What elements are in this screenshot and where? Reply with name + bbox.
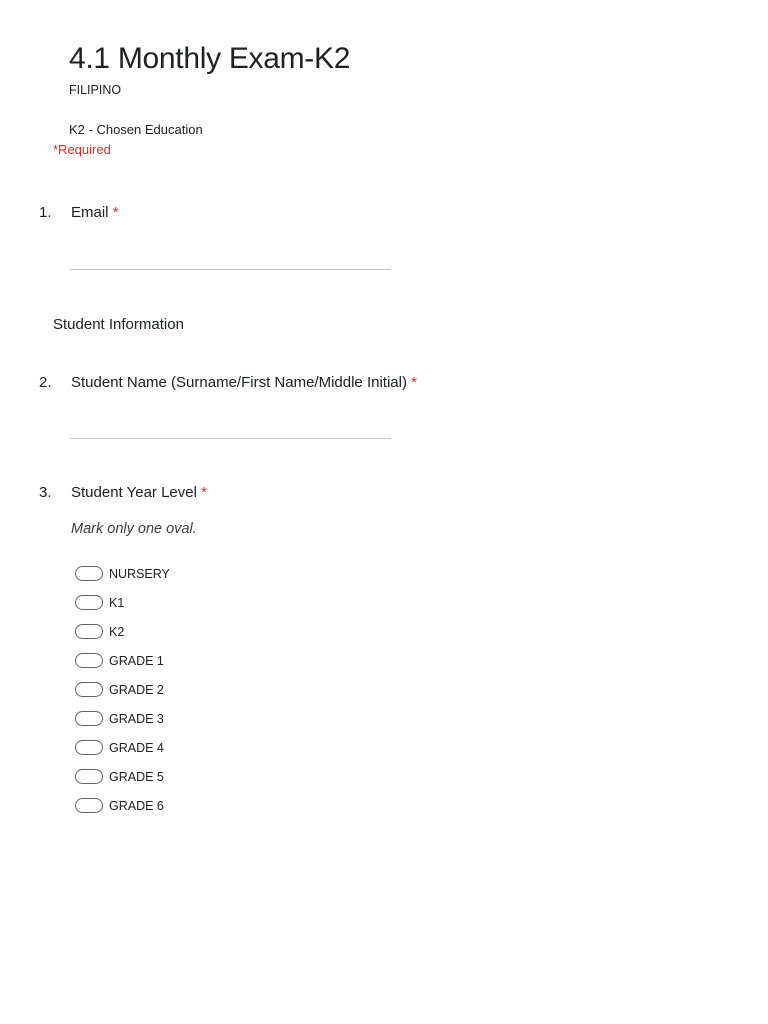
year-level-options xyxy=(75,559,170,820)
option-k1[interactable] xyxy=(75,588,170,617)
question-2-text: Student Name (Surname/First Name/Middle Initial) xyxy=(71,374,407,391)
option-k2[interactable] xyxy=(75,617,170,646)
question-2-label xyxy=(71,374,417,391)
option-label: GRADE 5 xyxy=(109,769,164,784)
option-label: GRADE 1 xyxy=(109,653,164,668)
option-grade-4[interactable] xyxy=(75,733,170,762)
radio-oval[interactable] xyxy=(75,682,103,697)
question-3-number: 3. xyxy=(39,484,52,501)
email-answer-line[interactable] xyxy=(70,269,391,270)
option-nursery[interactable] xyxy=(75,559,170,588)
question-1-label xyxy=(71,204,119,221)
option-label: GRADE 4 xyxy=(109,740,164,755)
radio-oval[interactable] xyxy=(75,711,103,726)
required-asterisk: * xyxy=(112,204,119,221)
option-label: K1 xyxy=(109,595,125,610)
option-label: GRADE 6 xyxy=(109,798,164,813)
question-3-label xyxy=(71,484,207,501)
radio-oval[interactable] xyxy=(75,740,103,755)
required-note: *Required xyxy=(53,142,111,157)
radio-oval[interactable] xyxy=(75,624,103,639)
organization-name: K2 - Chosen Education xyxy=(69,122,203,137)
radio-oval[interactable] xyxy=(75,566,103,581)
required-asterisk: * xyxy=(201,484,207,501)
question-3-instruction: Mark only one oval. xyxy=(71,521,197,537)
question-2-number: 2. xyxy=(39,374,52,391)
student-name-answer-line[interactable] xyxy=(70,438,391,439)
option-grade-5[interactable] xyxy=(75,762,170,791)
question-1-number: 1. xyxy=(39,204,52,221)
option-label: NURSERY xyxy=(109,566,170,581)
question-1-text: Email xyxy=(71,204,109,221)
radio-oval[interactable] xyxy=(75,653,103,668)
option-grade-1[interactable] xyxy=(75,646,170,675)
required-asterisk: * xyxy=(411,374,417,391)
option-grade-3[interactable] xyxy=(75,704,170,733)
radio-oval[interactable] xyxy=(75,595,103,610)
form-title: 4.1 Monthly Exam-K2 xyxy=(69,42,351,75)
option-label: GRADE 3 xyxy=(109,711,164,726)
option-label: GRADE 2 xyxy=(109,682,164,697)
radio-oval[interactable] xyxy=(75,769,103,784)
question-3-text: Student Year Level xyxy=(71,484,197,501)
option-label: K2 xyxy=(109,624,125,639)
section-title: Student Information xyxy=(53,316,184,333)
option-grade-2[interactable] xyxy=(75,675,170,704)
radio-oval[interactable] xyxy=(75,798,103,813)
option-grade-6[interactable] xyxy=(75,791,170,820)
form-subtitle: FILIPINO xyxy=(69,83,122,97)
